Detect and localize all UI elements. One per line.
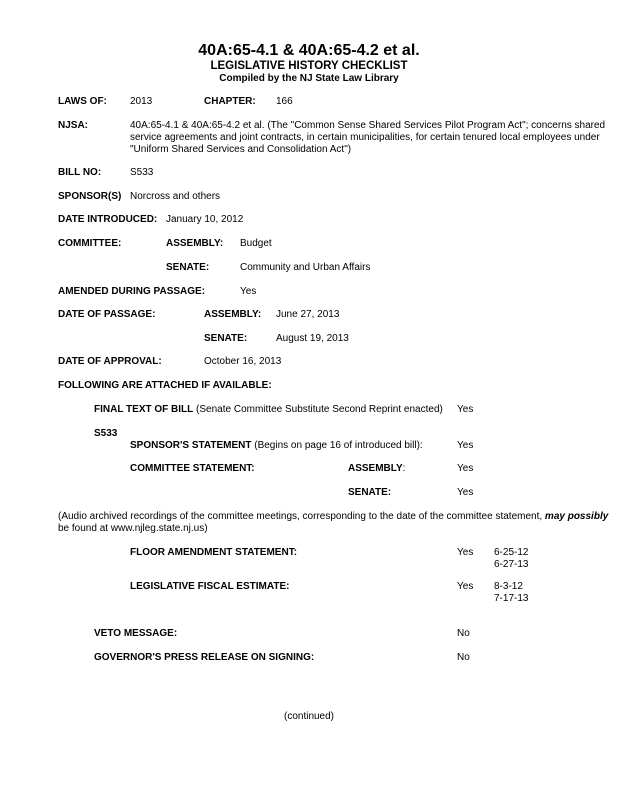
committee-statement-assembly-colon: :	[402, 463, 406, 474]
page-title: 40A:65-4.1 & 40A:65-4.2 et al.	[198, 42, 420, 59]
fiscal-estimate-value: Yes	[457, 581, 474, 592]
passage-assembly-value: June 27, 2013	[276, 309, 340, 320]
committee-label: COMMITTEE:	[58, 238, 122, 249]
fiscal-estimate-date-1: 8-3-12	[494, 581, 523, 592]
amended-value: Yes	[240, 286, 257, 297]
laws-of-label: LAWS OF:	[58, 96, 107, 107]
passage-senate-label: SENATE:	[204, 333, 248, 344]
njsa-line-2: service agreements and joint contracts, in certain municipalities, for certain tenured local employees under	[130, 132, 600, 143]
audio-note-text: (Audio archived recordings of the committee meetings, corresponding to the date of the committee statement,	[58, 511, 545, 522]
final-text-label: FINAL TEXT OF BILL	[94, 404, 194, 415]
passage-senate-value: August 19, 2013	[276, 333, 349, 344]
passage-label: DATE OF PASSAGE:	[58, 309, 156, 320]
committee-statement-assembly-label: ASSEMBLY	[348, 463, 403, 474]
floor-amendment-date-1: 6-25-12	[494, 547, 529, 558]
date-introduced-value: January 10, 2012	[166, 214, 244, 225]
sponsors-label: SPONSOR(S)	[58, 191, 122, 202]
compiled-by: Compiled by the NJ State Law Library	[219, 73, 399, 84]
audio-note-line-1	[58, 511, 608, 523]
floor-amendment-label: FLOOR AMENDMENT STATEMENT:	[130, 547, 298, 558]
fiscal-estimate-label: LEGISLATIVE FISCAL ESTIMATE:	[130, 581, 290, 592]
bill-no-label: BILL NO:	[58, 167, 102, 178]
continued-footer: (continued)	[283, 711, 335, 722]
final-text-row	[94, 404, 443, 416]
approval-label: DATE OF APPROVAL:	[58, 356, 162, 367]
committee-senate-label: SENATE:	[166, 262, 210, 273]
attached-heading: FOLLOWING ARE ATTACHED IF AVAILABLE:	[58, 380, 272, 391]
chapter-value: 166	[276, 96, 293, 107]
final-text-note: (Senate Committee Substitute Second Reprint enacted)	[193, 404, 443, 415]
committee-senate-value: Community and Urban Affairs	[240, 262, 371, 273]
bill-section-label: S533	[94, 428, 118, 439]
page-subtitle: LEGISLATIVE HISTORY CHECKLIST	[210, 60, 408, 72]
njsa-line-3: "Uniform Shared Services and Consolidation Act")	[130, 144, 352, 155]
press-release-label: GOVERNOR'S PRESS RELEASE ON SIGNING:	[94, 652, 315, 663]
njsa-line-1: 40A:65-4.1 & 40A:65-4.2 et al. (The "Common Sense Shared Services Pilot Program Act"; concerns shared	[130, 120, 606, 131]
bill-no-value: S533	[130, 167, 154, 178]
njsa-label: NJSA:	[58, 120, 89, 131]
committee-statement-senate-value: Yes	[457, 487, 474, 498]
audio-note-line-2: be found at www.njleg.state.nj.us)	[58, 523, 208, 534]
committee-assembly-value: Budget	[240, 238, 272, 249]
sponsor-statement-row	[130, 440, 423, 452]
amended-label: AMENDED DURING PASSAGE:	[58, 286, 206, 297]
sponsor-statement-label: SPONSOR'S STATEMENT	[130, 440, 252, 451]
committee-statement-assembly	[348, 463, 405, 475]
veto-value: No	[457, 628, 470, 639]
sponsor-statement-value: Yes	[457, 440, 474, 451]
chapter-label: CHAPTER:	[204, 96, 256, 107]
passage-assembly-label: ASSEMBLY:	[204, 309, 262, 320]
approval-value: October 16, 2013	[204, 356, 282, 367]
floor-amendment-date-2: 6-27-13	[494, 559, 529, 570]
committee-assembly-label: ASSEMBLY:	[166, 238, 224, 249]
veto-label: VETO MESSAGE:	[94, 628, 178, 639]
laws-of-value: 2013	[130, 96, 153, 107]
date-introduced-label: DATE INTRODUCED:	[58, 214, 158, 225]
sponsors-value: Norcross and others	[130, 191, 221, 202]
committee-statement-label: COMMITTEE STATEMENT:	[130, 463, 255, 474]
press-release-value: No	[457, 652, 470, 663]
committee-statement-assembly-value: Yes	[457, 463, 474, 474]
audio-note-emphasis: may possibly	[544, 511, 609, 522]
sponsor-statement-note: (Begins on page 16 of introduced bill):	[251, 440, 423, 451]
committee-statement-senate-label: SENATE:	[348, 487, 392, 498]
final-text-value: Yes	[457, 404, 474, 415]
floor-amendment-value: Yes	[457, 547, 474, 558]
fiscal-estimate-date-2: 7-17-13	[494, 593, 529, 604]
